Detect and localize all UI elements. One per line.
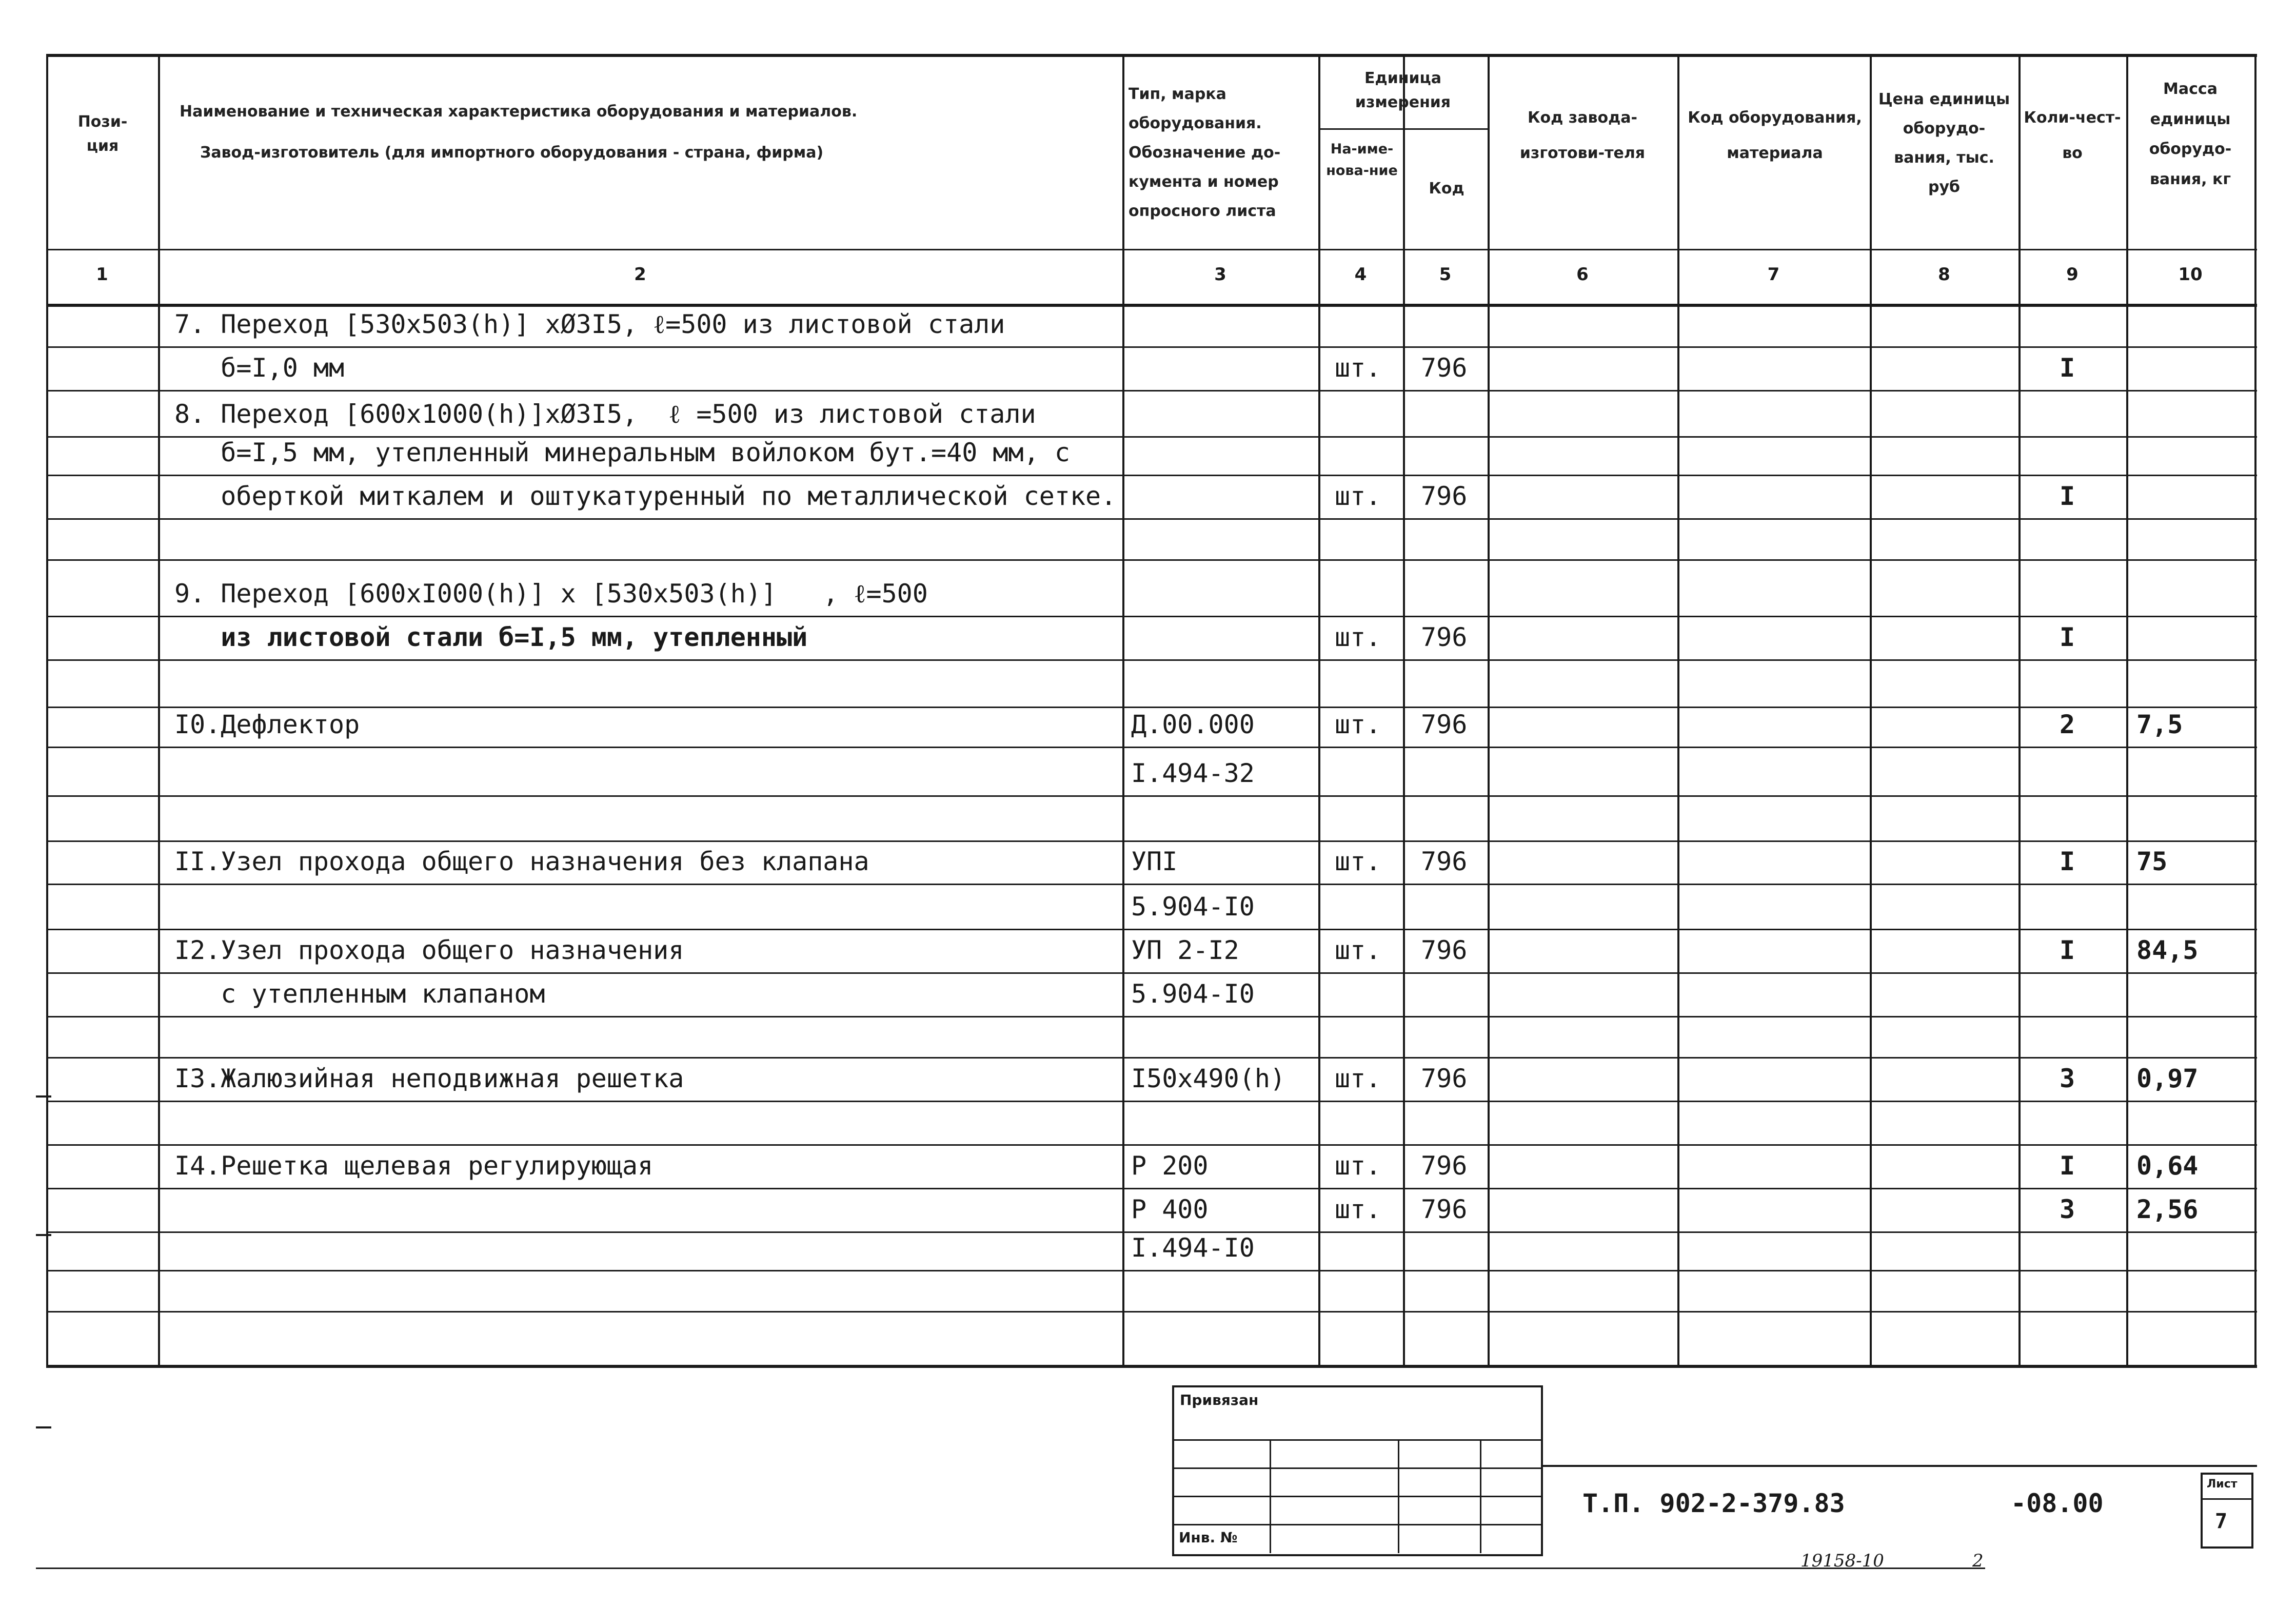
item-code: 796 bbox=[1421, 1064, 1468, 1093]
item-name: I3.Жалюзийная неподвижная решетка bbox=[174, 1064, 684, 1093]
item-code: 796 bbox=[1421, 847, 1468, 876]
column-number: 6 bbox=[1576, 264, 1589, 285]
specification-sheet bbox=[46, 54, 2257, 1367]
row-separator bbox=[46, 840, 2257, 842]
item-name: 9. Переход [600xI000(h)] x [530x503(h)] , ℓ=500 bbox=[174, 579, 928, 609]
item-quantity: I bbox=[2060, 622, 2075, 652]
row-separator bbox=[46, 475, 2257, 476]
item-code: 796 bbox=[1421, 622, 1468, 652]
item-mass: 0,64 bbox=[2136, 1151, 2199, 1181]
item-name: I0.Дефлектор bbox=[174, 710, 360, 739]
row-separator bbox=[46, 1101, 2257, 1102]
row-separator bbox=[46, 1188, 2257, 1189]
row-separator bbox=[46, 1311, 2257, 1313]
item-type: Д.00.000 bbox=[1131, 710, 1255, 739]
item-unit: шт. bbox=[1335, 1151, 1381, 1181]
row-separator bbox=[46, 1270, 2257, 1271]
item-unit: шт. bbox=[1335, 847, 1381, 876]
header-name-line1: Наименование и техническая характеристика оборудования и материалов. bbox=[180, 103, 858, 121]
item-unit: шт. bbox=[1335, 481, 1381, 511]
item-type: I50x490(h) bbox=[1131, 1064, 1286, 1093]
row-separator bbox=[46, 304, 2257, 305]
item-name: I4.Решетка щелевая регулирующая bbox=[174, 1151, 654, 1181]
border-right bbox=[2254, 54, 2257, 1365]
item-quantity: I bbox=[2060, 481, 2075, 511]
row-separator bbox=[46, 795, 2257, 797]
inventory-label: Инв. № bbox=[1179, 1529, 1238, 1546]
margin-tick bbox=[36, 1426, 51, 1428]
col-divider bbox=[1488, 54, 1490, 1365]
item-mass: 75 bbox=[2136, 847, 2168, 876]
footer-note: 19158-10 bbox=[1800, 1551, 1884, 1571]
column-number: 4 bbox=[1354, 264, 1367, 285]
column-number: 10 bbox=[2178, 264, 2203, 285]
item-type: 5.904-I0 bbox=[1131, 979, 1255, 1009]
row-separator bbox=[46, 1144, 2257, 1146]
item-type: Р 200 bbox=[1131, 1151, 1209, 1181]
item-type: УПI bbox=[1131, 847, 1178, 876]
row-separator bbox=[46, 1057, 2257, 1059]
item-name: 7. Переход [530x503(h)] xØ3I5, ℓ=500 из листовой стали bbox=[174, 309, 1005, 339]
sheet-label: Лист bbox=[2207, 1478, 2238, 1491]
col-divider bbox=[1870, 54, 1872, 1365]
row-separator bbox=[46, 559, 2257, 561]
item-quantity: I bbox=[2060, 1151, 2075, 1181]
item-name: I2.Узел прохода общего назначения bbox=[174, 935, 684, 965]
row-separator bbox=[46, 884, 2257, 885]
border-left bbox=[46, 54, 48, 1365]
column-number: 2 bbox=[634, 264, 646, 285]
row-separator bbox=[46, 1016, 2257, 1017]
item-name: II.Узел прохода общего назначения без клапана bbox=[174, 847, 869, 876]
column-number: 8 bbox=[1938, 264, 1950, 285]
item-code: 796 bbox=[1421, 935, 1468, 965]
col-divider bbox=[1403, 54, 1405, 1365]
column-number: 9 bbox=[2066, 264, 2079, 285]
item-type: I.494-I0 bbox=[1131, 1233, 1255, 1263]
row-separator bbox=[46, 659, 2257, 661]
item-type: УП 2-I2 bbox=[1131, 935, 1239, 965]
attached-label: Привязан bbox=[1180, 1392, 1259, 1408]
header-bottom bbox=[46, 249, 2257, 250]
column-number: 5 bbox=[1439, 264, 1452, 285]
col-divider bbox=[1677, 54, 1679, 1365]
row-separator bbox=[46, 747, 2257, 748]
item-unit: шт. bbox=[1335, 710, 1381, 739]
item-unit: шт. bbox=[1335, 622, 1381, 652]
margin-tick bbox=[36, 1095, 51, 1098]
header-mass: Масса единицы оборудо-вания, кг bbox=[2149, 80, 2232, 188]
row-separator bbox=[46, 390, 2257, 391]
item-name: с утепленным клапаном bbox=[174, 979, 545, 1009]
item-type: I.494-32 bbox=[1131, 758, 1255, 788]
row-separator bbox=[46, 616, 2257, 617]
col-divider bbox=[1318, 54, 1320, 1365]
margin-tick bbox=[36, 1234, 51, 1236]
header-unit-group: Единица измерения bbox=[1355, 69, 1451, 111]
header-quantity: Коли-чест-во bbox=[2024, 109, 2121, 162]
row-separator bbox=[46, 346, 2257, 348]
header-position: Пози- ция bbox=[77, 113, 128, 155]
item-unit: шт. bbox=[1335, 353, 1381, 383]
row-separator bbox=[46, 707, 2257, 708]
row-separator bbox=[46, 518, 2257, 520]
item-unit: шт. bbox=[1335, 1064, 1381, 1093]
column-number: 7 bbox=[1767, 264, 1780, 285]
item-name: из листовой стали б=I,5 мм, утепленный bbox=[174, 622, 808, 652]
item-quantity: 2 bbox=[2060, 710, 2075, 739]
row-separator bbox=[46, 972, 2257, 974]
header-name-line2: Завод-изготовитель (для импортного оборудования - страна, фирма) bbox=[200, 144, 824, 162]
item-code: 796 bbox=[1421, 481, 1468, 511]
header-factory-code: Код завода-изготови-теля bbox=[1519, 109, 1646, 162]
item-name: б=I,0 мм bbox=[174, 353, 345, 383]
item-unit: шт. bbox=[1335, 1194, 1381, 1224]
column-number: 3 bbox=[1214, 264, 1226, 285]
header-unit-code: Код bbox=[1429, 180, 1464, 198]
col-divider bbox=[2126, 54, 2128, 1365]
item-mass: 2,56 bbox=[2136, 1194, 2199, 1224]
item-mass: 0,97 bbox=[2136, 1064, 2199, 1093]
item-type: 5.904-I0 bbox=[1131, 892, 1255, 922]
item-code: 796 bbox=[1421, 1151, 1468, 1181]
header-equipment-code: Код оборудования, материала bbox=[1688, 109, 1862, 162]
item-code: 796 bbox=[1421, 710, 1468, 739]
item-code: 796 bbox=[1421, 1194, 1468, 1224]
col-divider bbox=[2018, 54, 2021, 1365]
item-name: 8. Переход [600x1000(h)]xØ3I5, ℓ =500 из листовой стали bbox=[174, 399, 1036, 429]
header-unit-name: На-име-нова-ние bbox=[1326, 141, 1398, 179]
item-quantity: 3 bbox=[2060, 1064, 2075, 1093]
item-unit: шт. bbox=[1335, 935, 1381, 965]
sheet-number: 7 bbox=[2215, 1510, 2228, 1533]
item-code: 796 bbox=[1421, 353, 1468, 383]
unit-subheader-line bbox=[1318, 128, 1488, 130]
item-type: Р 400 bbox=[1131, 1194, 1209, 1224]
col-divider bbox=[1122, 54, 1124, 1365]
header-price: Цена единицы оборудо-вания, тыс. руб bbox=[1878, 90, 2010, 196]
header-type: Тип, марка оборудования. Обозначение до-кумента и номер опросного листа bbox=[1129, 85, 1281, 220]
item-quantity: I bbox=[2060, 353, 2075, 383]
item-quantity: 3 bbox=[2060, 1194, 2075, 1224]
item-mass: 84,5 bbox=[2136, 935, 2199, 965]
item-mass: 7,5 bbox=[2136, 710, 2183, 739]
col-divider bbox=[158, 54, 160, 1365]
document-code: Т.П. 902-2-379.83 bbox=[1582, 1489, 1845, 1518]
border-top bbox=[46, 54, 2257, 57]
item-name: оберткой миткалем и оштукатуренный по металлической сетке. bbox=[174, 481, 1117, 511]
column-number: 1 bbox=[96, 264, 108, 285]
item-quantity: I bbox=[2060, 847, 2075, 876]
document-suffix: -08.00 bbox=[2011, 1489, 2104, 1518]
item-name: б=I,5 мм, утепленный минеральным войлоком бут.=40 мм, с bbox=[174, 438, 1070, 467]
item-quantity: I bbox=[2060, 935, 2075, 965]
footer-mark: 2 bbox=[1972, 1551, 1984, 1571]
row-separator bbox=[46, 929, 2257, 930]
